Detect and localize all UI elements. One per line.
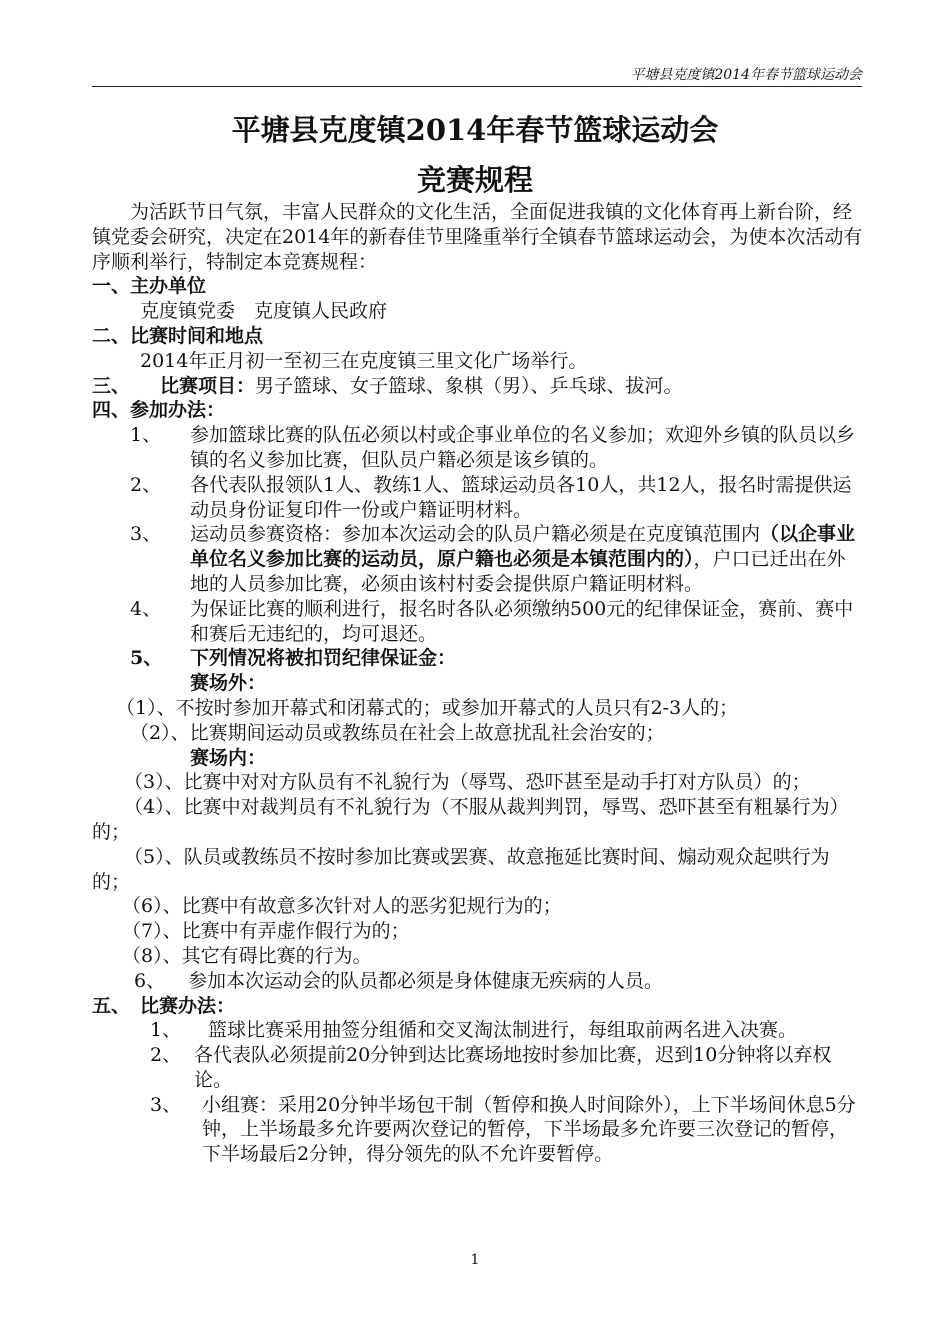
- rule-4: （4）、比赛中对裁判员有不礼貌行为（不服从裁判判罚，辱骂、恐吓甚至有粗暴行为）的；: [92, 796, 849, 843]
- rule-6: （6）、比赛中有故意多次针对人的恶劣犯规行为的；: [122, 895, 562, 918]
- section-5-number: 五、: [92, 994, 131, 1017]
- item-text: 参加篮球比赛的队伍必须以村或企事业单位的名义参加；欢迎外乡镇的队员以乡镇的名义参加比赛，但队员户籍必须是该乡镇的。: [190, 424, 856, 471]
- item-number: 1、: [150, 1019, 182, 1042]
- section-4-item-2: [92, 473, 864, 523]
- section-4-item-4: [92, 597, 864, 647]
- document-body: [92, 200, 864, 1167]
- rule-7: （7）、比赛中有弄虚作假行为的；: [122, 920, 410, 943]
- item-number: 3、: [150, 1093, 182, 1116]
- rule-1: （1）、不按时参加开幕式和闭幕式的；或参加开幕式的人员只有2-3人的；: [116, 696, 739, 719]
- header-rule: [92, 86, 862, 87]
- item-text-bold: （以企事业单位名义参加比赛的运动员，原户籍也必须是本镇范围内的）: [190, 523, 856, 571]
- rule-3: （3）、比赛中对对方队员有不礼貌行为（辱骂、恐吓甚至是动手打对方队员）的；: [124, 771, 811, 794]
- section-5-item-2: [92, 1043, 864, 1093]
- section-4-heading: 四、参加办法：: [92, 399, 226, 422]
- section-5-heading: [92, 994, 864, 1019]
- section-2-content: 2014年正月初一至初三在克度镇三里文化广场举行。: [140, 349, 588, 372]
- item-number: 4、: [130, 597, 162, 620]
- rule-8: （8）、其它有碍比赛的行为。: [122, 944, 372, 967]
- item-text-part: 运动员参赛资格：参加本次运动会的队员户籍必须是在克度镇范围内: [190, 523, 761, 546]
- page-number: 1: [470, 1252, 480, 1268]
- section-4-item-5: [92, 646, 864, 671]
- section-3-heading: 比赛项目：: [160, 374, 256, 397]
- section-4-item-1: [92, 423, 864, 473]
- section-5-item-1: [92, 1018, 864, 1043]
- item-number: 2、: [150, 1044, 182, 1067]
- document-subtitle: 竞赛规程: [416, 163, 533, 197]
- item-number: 5、: [130, 647, 163, 670]
- item-number: 3、: [130, 523, 162, 546]
- item-number: 2、: [130, 473, 162, 496]
- item-number: 6、: [134, 969, 166, 992]
- item-text: 篮球比赛采用抽签分组循和交叉淘汰制进行，每组取前两名进入决赛。: [208, 1019, 798, 1042]
- inside-venue-label: 赛场内：: [190, 746, 267, 769]
- item-text-part: ，户口已迁出在外地的人员参加比赛，必须由该村村委会提供原户籍证明材料。: [190, 548, 846, 595]
- document-title: 平塘县克度镇2014年春节篮球运动会: [231, 113, 719, 147]
- rule-5: （5）、队员或教练员不按时参加比赛或罢赛、故意拖延比赛时间、煽动观众起哄行为的；: [92, 845, 830, 893]
- section-3-content: 男子篮球、女子篮球、象棋（男）、乒乓球、拔河。: [255, 374, 683, 397]
- section-3: [92, 374, 864, 399]
- section-4-item-6: [92, 969, 864, 994]
- item-text: 下列情况将被扣罚纪律保证金：: [190, 647, 457, 670]
- section-1-content: 克度镇党委 克度镇人民政府: [140, 300, 388, 323]
- section-1-heading: 一、主办单位: [92, 275, 207, 298]
- item-text: 为保证比赛的顺利进行，报名时各队必须缴纳500元的纪律保证金，赛前、赛中和赛后无违纪的，均可退还。: [190, 597, 854, 645]
- section-5-title: 比赛办法：: [140, 994, 236, 1017]
- item-text: [190, 522, 864, 596]
- section-2-heading: 二、比赛时间和地点: [92, 324, 264, 347]
- item-text: 小组赛：采用20分钟半场包干制（暂停和换人时间除外），上下半场间休息5分钟，上半场最多允许要两次登记的暂停，下半场最多允许要三次登记的暂停，下半场最后2分钟，得分领先的队不允许要暂停。: [202, 1093, 856, 1166]
- item-text: 各代表队必须提前20分钟到达比赛场地按时参加比赛，迟到10分钟将以弃权论。: [194, 1044, 832, 1091]
- item-number: 1、: [130, 424, 162, 447]
- section-5-item-3: [92, 1093, 864, 1167]
- running-header: 平塘县克度镇2014年春节篮球运动会: [630, 67, 862, 83]
- item-text: 参加本次运动会的队员都必须是身体健康无疾病的人员。: [188, 969, 664, 992]
- outside-venue-label: 赛场外：: [190, 672, 267, 695]
- intro-paragraph: 为活跃节日气氛，丰富人民群众的文化生活，全面促进我镇的文化体育再上新台阶，经镇党委会研究，决定在2014年的新春佳节里隆重举行全镇春节篮球运动会，为使本次活动有序顺利举行，特制定本竞赛规程：: [92, 201, 863, 273]
- item-text: 各代表队报领队1人、教练1人、篮球运动员各10人，共12人，报名时需提供运动员身份证复印件一份或户籍证明材料。: [190, 473, 852, 521]
- rule-2: （2）、比赛期间运动员或教练员在社会上故意扰乱社会治安的；: [130, 721, 665, 744]
- section-3-number: 三、: [92, 374, 131, 397]
- section-4-item-3: [92, 522, 864, 596]
